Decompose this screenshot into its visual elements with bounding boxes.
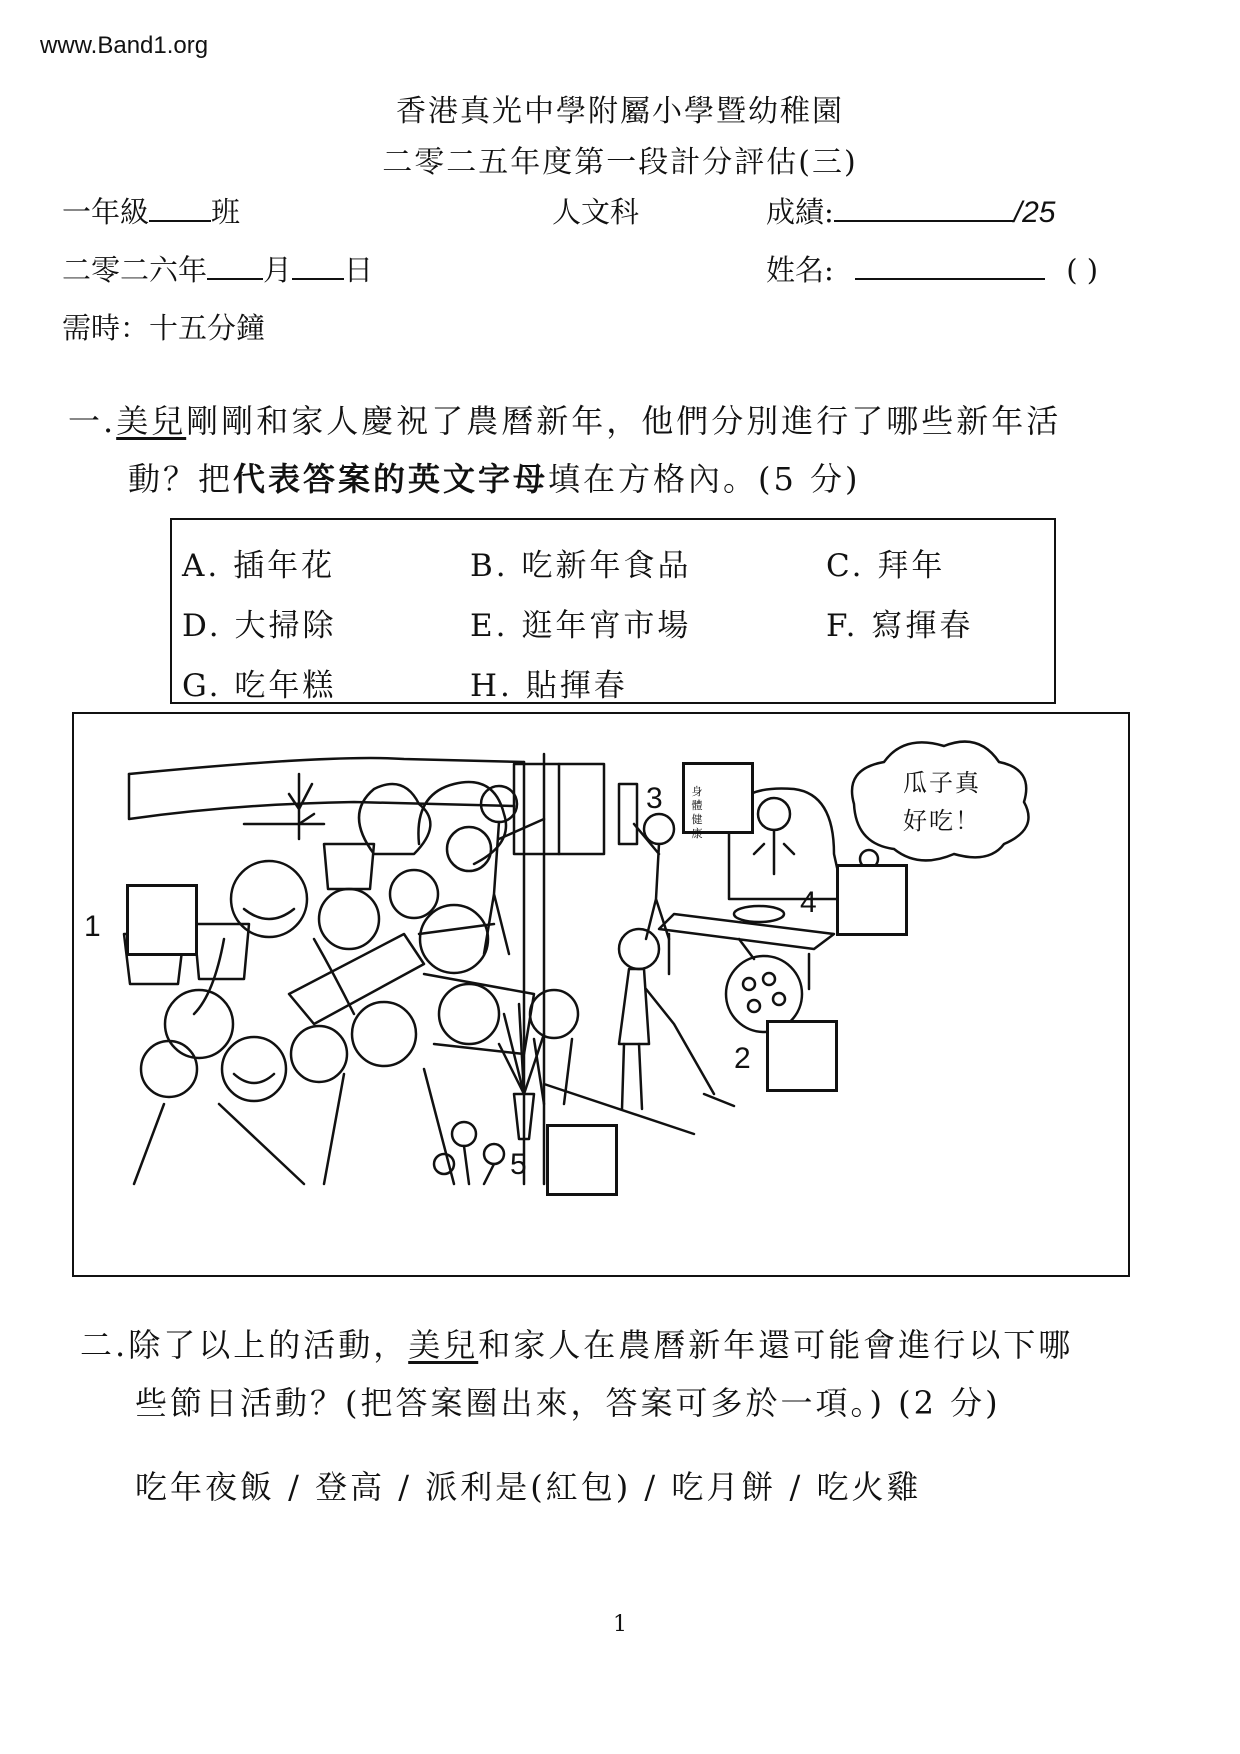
- option-f: F. 寫揮春: [826, 608, 974, 644]
- class-number-paren: ( ): [1066, 253, 1099, 287]
- score-total: /25: [1013, 196, 1056, 229]
- box-number-5: 5: [510, 1148, 527, 1181]
- q2-text-b: 和家人在農曆新年還可能會進行以下哪: [478, 1326, 1074, 1364]
- class-line: [62, 190, 240, 231]
- q1-text-c: 填在方格內。(5 分): [548, 460, 861, 498]
- q1-line2: [128, 450, 861, 508]
- name-label: 姓名:: [766, 253, 834, 287]
- option-d: D. 大掃除: [182, 608, 337, 644]
- date-month: 月: [263, 253, 293, 287]
- scene-illustration: [72, 712, 1130, 1277]
- school-name: 香港真光中學附屬小學暨幼稚園: [396, 94, 844, 129]
- answer-box-5[interactable]: [546, 1124, 618, 1196]
- speech-line-2: 好吃！: [903, 807, 981, 835]
- q2-name: 美兒: [408, 1326, 479, 1364]
- exam-title: 二零二五年度第一段計分評估(三): [382, 145, 858, 180]
- q2-line1: [80, 1316, 1073, 1374]
- page-number: 1: [613, 1612, 627, 1637]
- name-line: [766, 248, 1098, 289]
- day-blank[interactable]: [292, 252, 344, 280]
- q2-text-a: 除了以上的活動，: [128, 1326, 409, 1364]
- q1-line1: [68, 392, 1061, 450]
- spring-couplet-sign: 身體健康: [691, 785, 703, 840]
- watermark: www.Band1.org: [40, 32, 209, 59]
- time-allowed: 需時：十五分鐘: [62, 311, 266, 345]
- answer-box-4[interactable]: [836, 864, 908, 936]
- grade-suffix: 班: [211, 195, 241, 229]
- option-b: B. 吃新年食品: [470, 548, 692, 584]
- score-line: [766, 190, 1056, 231]
- date-day: 日: [344, 253, 374, 287]
- answer-box-1[interactable]: [126, 884, 198, 956]
- option-g: G. 吃年糕: [182, 668, 337, 704]
- name-blank[interactable]: [855, 252, 1045, 280]
- box-number-4: 4: [800, 886, 817, 919]
- subject: 人文科: [552, 195, 640, 229]
- box-number-1: 1: [84, 910, 101, 943]
- option-h: H. 貼揮春: [470, 668, 628, 704]
- q2-line2: 些節日活動？(把答案圈出來，答案可多於一項。) (2 分): [135, 1384, 1001, 1422]
- date-line: [62, 248, 373, 289]
- box-number-2: 2: [734, 1042, 751, 1075]
- grade-prefix: 一年級: [62, 195, 150, 229]
- answer-box-2[interactable]: [766, 1020, 838, 1092]
- options-box: [170, 518, 1056, 704]
- date-year: 二零二六年: [62, 253, 208, 287]
- class-blank[interactable]: [149, 194, 211, 222]
- q1-text-b: 動？把: [128, 460, 234, 498]
- q1-bold: 代表答案的英文字母: [233, 460, 549, 498]
- score-blank[interactable]: [834, 194, 1014, 222]
- score-label: 成績:: [766, 195, 834, 229]
- q1-number: 一.: [68, 402, 117, 440]
- q1-text-a: 剛剛和家人慶祝了農曆新年，他們分別進行了哪些新年活: [186, 402, 1062, 440]
- q2-number: 二.: [80, 1326, 129, 1364]
- month-blank[interactable]: [207, 252, 263, 280]
- option-e: E. 逛年宵市場: [470, 608, 692, 644]
- q1-name: 美兒: [116, 402, 187, 440]
- speech-bubble-text: [894, 764, 990, 840]
- option-c: C. 拜年: [826, 548, 946, 584]
- option-a: A. 插年花: [182, 548, 336, 584]
- box-number-3: 3: [646, 782, 663, 815]
- speech-line-1: 瓜子真: [903, 769, 981, 797]
- q2-choices[interactable]: 吃年夜飯 / 登高 / 派利是(紅包) / 吃月餅 / 吃火雞: [135, 1468, 922, 1506]
